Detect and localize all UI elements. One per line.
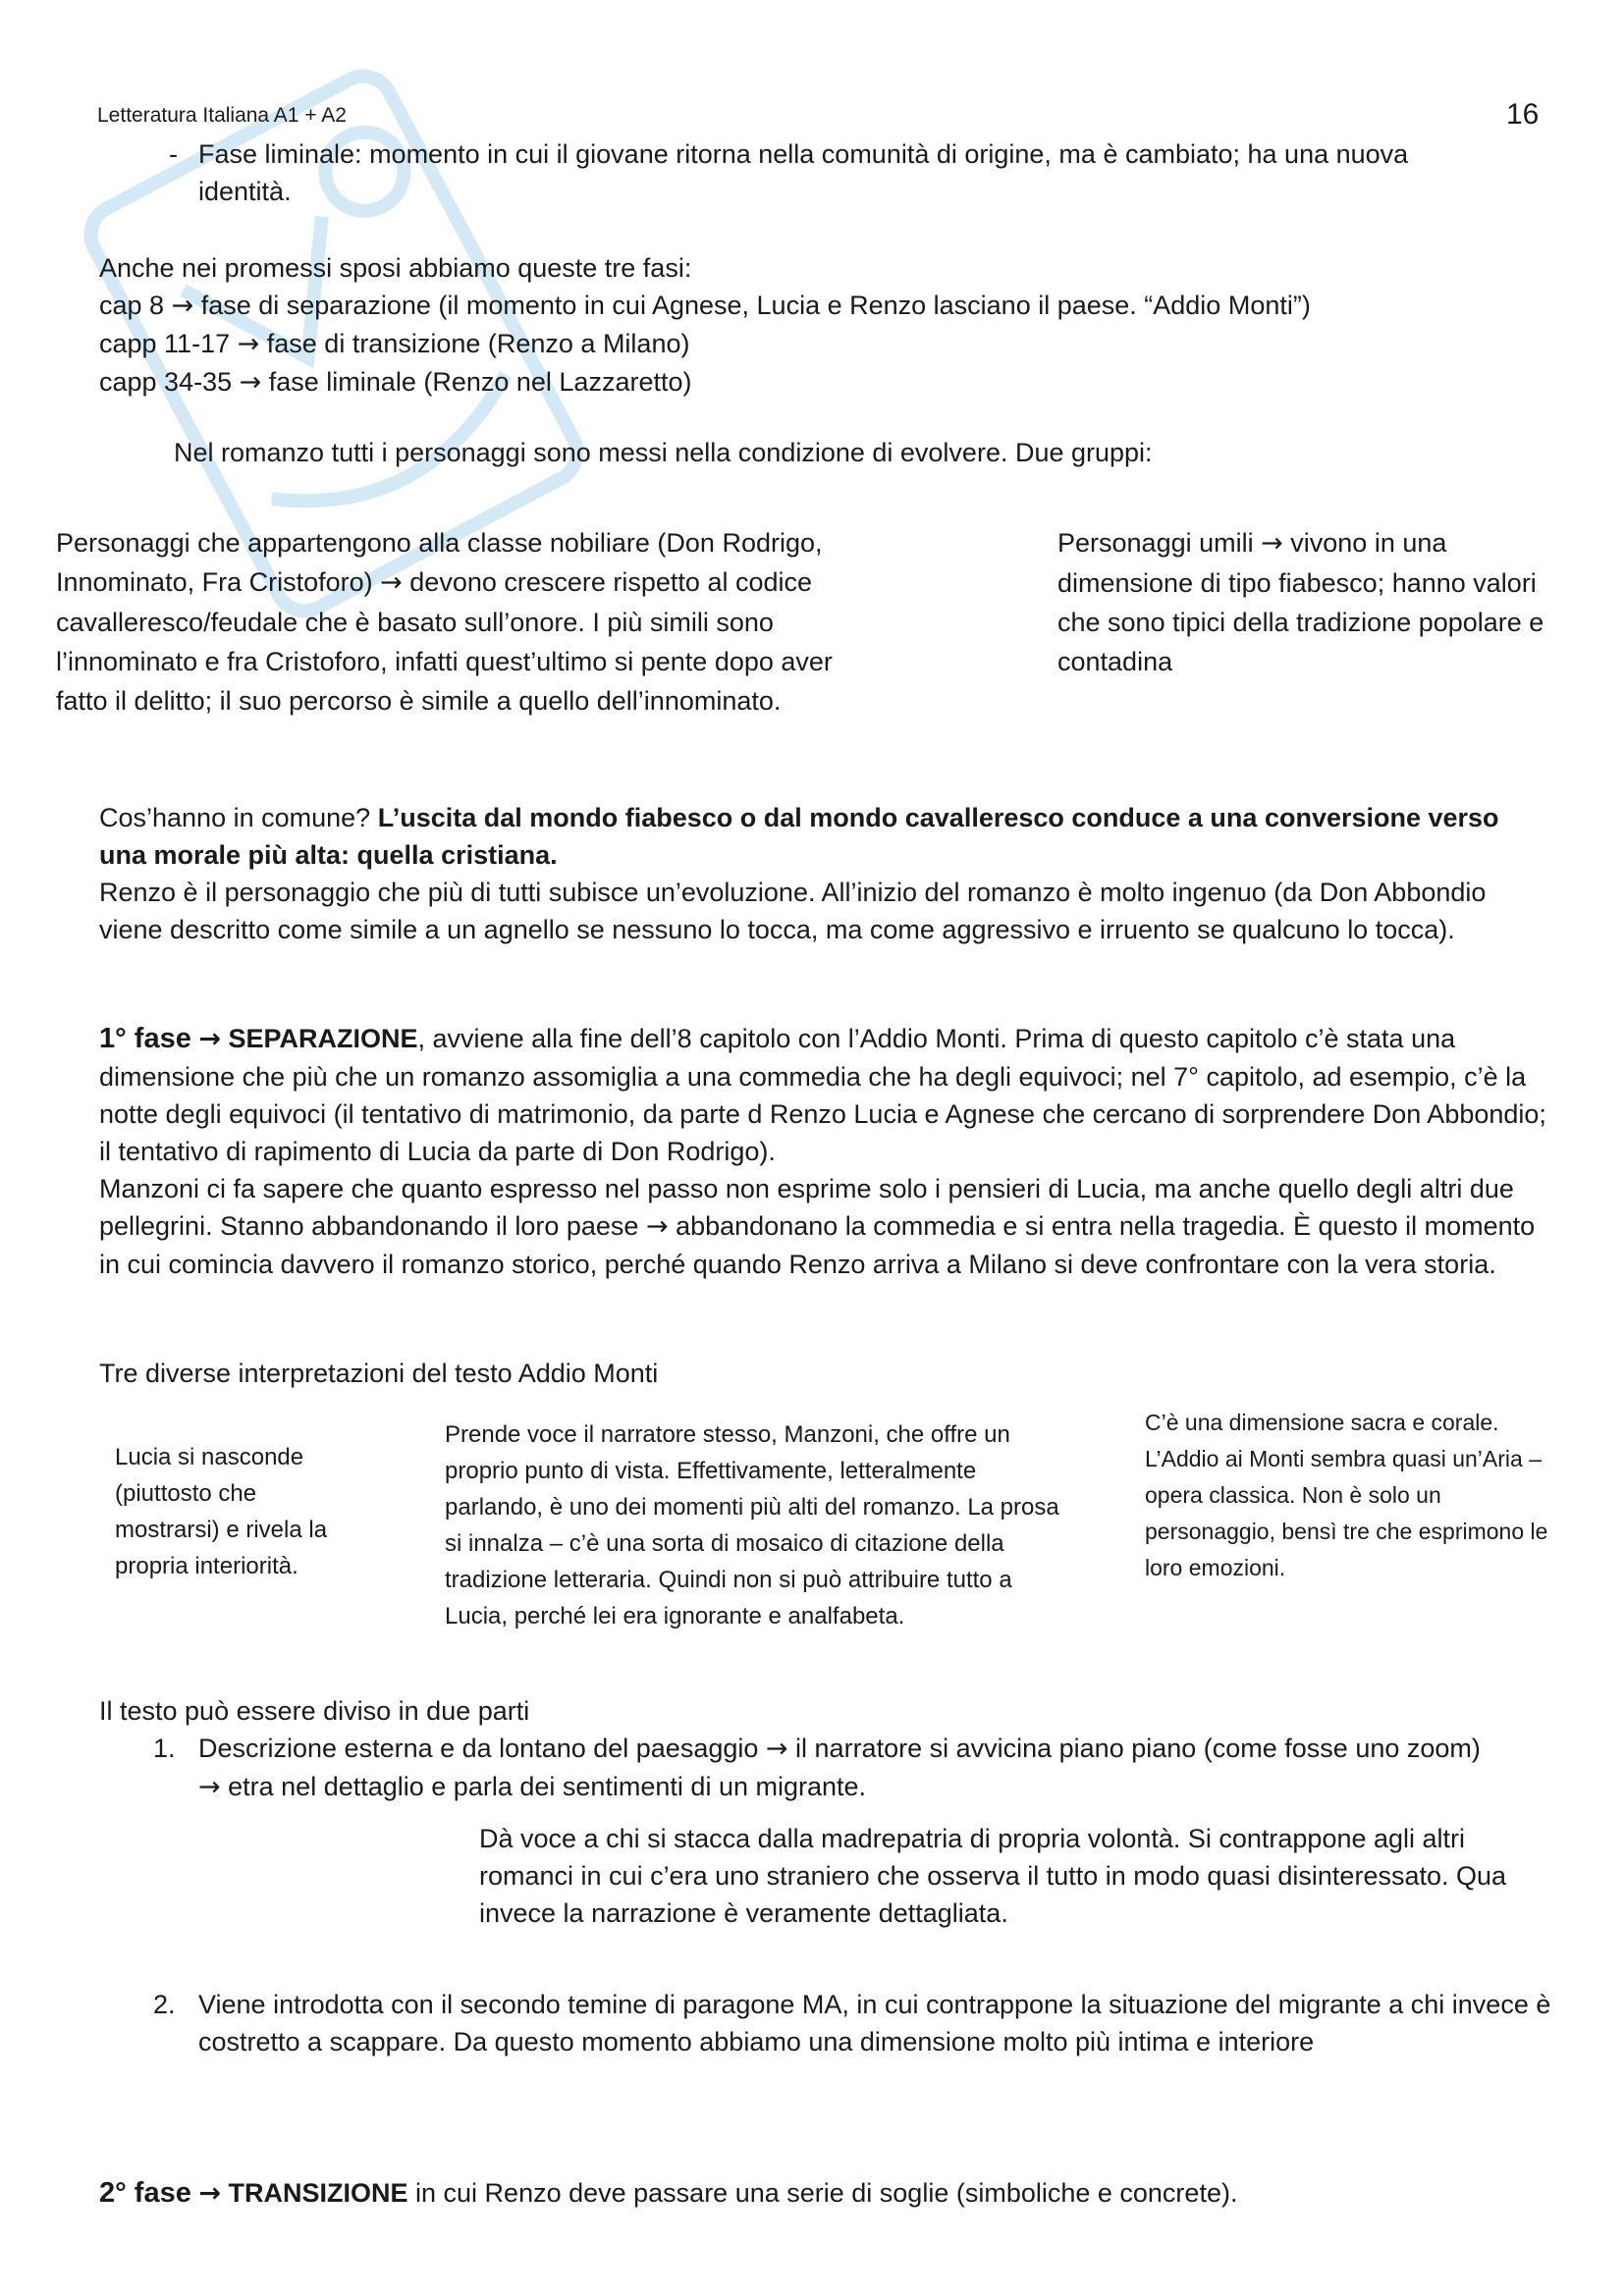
list-item-1-note: Dà voce a chi si stacca dalla madrepatria di propria volontà. Si contrappone agli altri romanci in cui c’era uno straniero che osserva il tutto in modo quasi disinteressato. Qua invece la narrazione è veramente dettagliata. [479,1824,1507,1928]
document-header: Letteratura Italiana A1 + A2 [97,104,347,127]
fase1-paragraph: 1° fase → SEPARAZIONE, avviene alla fine dell’8 capitolo con l’Addio Monti. Prima di questo capitolo c’è stata una dimensione che più che un romanzo assomiglia a una commedia che ha degli equivoci; nel 7° capitolo, ad esempio, c’è la notte degli equivoci (il tentativo di matrimonio, da parte d Renzo Lucia e Agnese che cercano di sorprendere Don Abbondio; il tentativo di rapimento di Lucia da parte di Don Rodrigo). Manzoni ci fa sapere che quanto espresso nel passo non esprime solo i pensieri di Lucia, ma anche quello degli altri due pellegrini. Stanno abbandonando il loro paese → abbandonano la commedia e si entra nella tragedia. È questo il momento in cui comincia davvero il romanzo storico, perché quando Renzo arriva a Milano si deve confrontare con la vera storia. [99,1023,1546,1279]
phase-line-1: cap 8 → fase di separazione (il momento in cui Agnese, Lucia e Renzo lasciano il paese. “Addio Monti”) [99,291,1311,321]
phase-line-3: capp 34-35 → fase liminale (Renzo nel Lazzaretto) [99,367,692,398]
group-umili: Personaggi umili → vivono in una dimensione di tipo fiabesco; hanno valori che sono tipici della tradizione popolare e contadina [1057,528,1544,676]
list-number-2: 2. [153,1990,176,2019]
arrow-icon: → [765,1734,788,1764]
arrow-icon: → [171,291,194,321]
arrow-icon: → [239,367,262,398]
arrow-icon: → [198,1024,221,1054]
interpretation-1: Lucia si nasconde (piuttosto che mostrarsi) e rivela la propria interiorità. [115,1444,328,1579]
fase-liminale-text: Fase liminale: momento in cui il giovane ritorna nella comunità di origine, ma è cambiato; ha una nuova identità. [198,139,1409,206]
phase-line-2: capp 11-17 → fase di transizione (Renzo a Milano) [99,329,690,359]
arrow-icon: → [237,329,260,359]
arrow-icon: → [380,567,403,598]
interpretation-2: Prende voce il narratore stesso, Manzoni, che offre un proprio punto di vista. Effettivamente, letteralmente parlando, è uno dei momenti più alti del romanzo. La prosa si innalza – c’è una sorta di mosaico di citazione della tradizione letteraria. Quindi non si può attribuire tutto a Lucia, perché lei era ignorante e analfabeta. [445,1421,1059,1629]
arrow-icon: → [198,1772,221,1802]
list-item-2: Viene introdotta con il secondo temine di paragone MA, in cui contrappone la situazione del migrante a chi invece è costretto a scappare. Da questo momento abbiamo una dimensione molto più intima e interiore [198,1990,1551,2056]
comune-paragraph: Cos’hanno in comune? L’uscita dal mondo fiabesco o dal mondo cavalleresco conduce a una conversione verso una morale più alta: quella cristiana. Renzo è il personaggio che più di tutti subisce un’evoluzione. All’inizio del romanzo è molto ingenuo (da Don Abbondio viene descritto come simile a un agnello se nessuno lo tocca, ma come aggressivo e irruento se qualcuno lo tocca). [99,803,1499,944]
evolvere-text: Nel romanzo tutti i personaggi sono messi nella condizione di evolvere. Due gruppi: [174,438,1153,467]
interpretation-3: C’è una dimensione sacra e corale. L’Addio ai Monti sembra quasi un’Aria – opera classica. Non è solo un personaggio, bensì tre che esprimono le loro emozioni. [1145,1410,1548,1580]
fase2-paragraph: 2° fase → TRANSIZIONE in cui Renzo deve passare una serie di soglie (simboliche e concrete). [99,2177,1238,2209]
arrow-icon: → [198,2178,221,2209]
list-item-1: Descrizione esterna e da lontano del paesaggio → il narratore si avvicina piano piano (come fosse uno zoom) → etra nel dettaglio e parla dei sentimenti di un migrante. [198,1734,1481,1802]
promessi-sposi-phases [99,249,1523,401]
arrow-icon: → [645,1211,669,1242]
diviso-title: Il testo può essere diviso in due parti [99,1696,530,1726]
list-number-1: 1. [153,1734,176,1763]
interpretazioni-title: Tre diverse interpretazioni del testo Addio Monti [99,1359,659,1388]
dash-bullet: - [169,139,178,169]
arrow-icon: → [1261,528,1283,559]
page-number: 16 [1506,98,1540,131]
group-nobili: Personaggi che appartengono alla classe nobiliare (Don Rodrigo, Innominato, Fra Cristoforo) → devono crescere rispetto al codice cavalleresco/feudale che è basato sull’onore. I più simili sono l’innominato e fra Cristoforo, infatti quest’ultimo si pente dopo aver fatto il delitto; il suo percorso è simile a quello dell’innominato. [56,528,833,716]
phases-intro: Anche nei promessi sposi abbiamo queste tre fasi: [99,253,692,283]
